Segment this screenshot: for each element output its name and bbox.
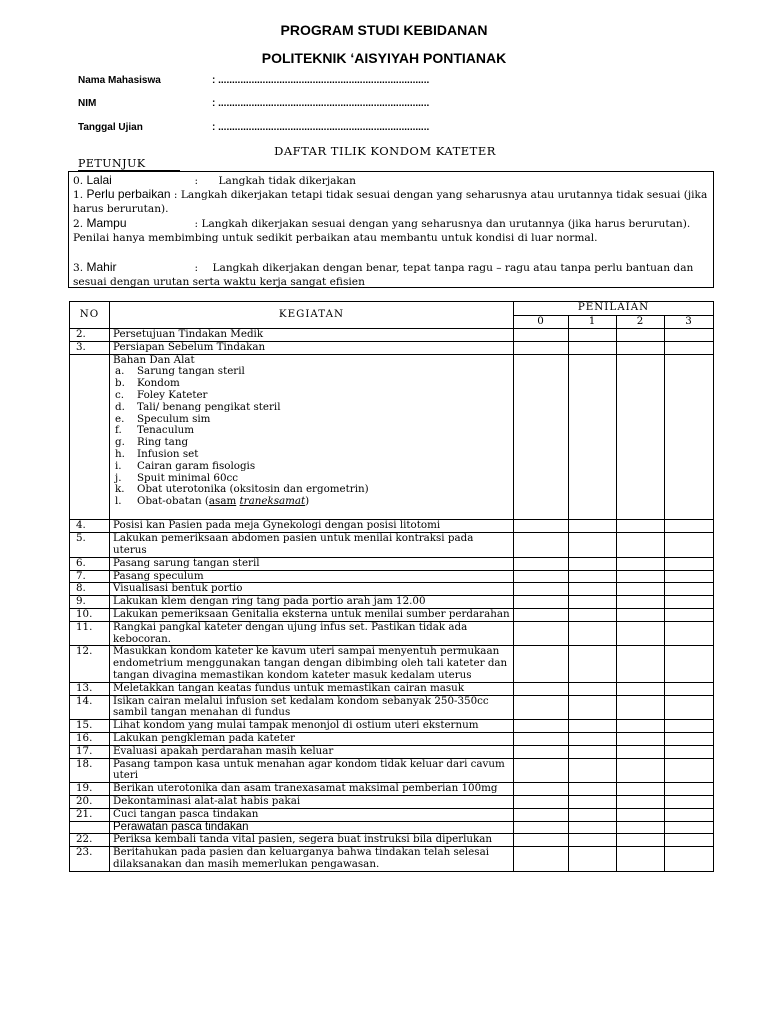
field-value: : ............................................................................	[212, 122, 430, 133]
row-kegiatan: Cuci tangan pasca tindakan	[110, 808, 514, 821]
score-cell[interactable]	[665, 520, 714, 533]
instruction-2	[73, 216, 713, 245]
score-cell[interactable]	[569, 570, 617, 583]
row-number: 16.	[70, 733, 110, 746]
score-cell[interactable]	[514, 847, 569, 872]
document-title: DAFTAR TILIK KONDOM KATETER	[274, 144, 496, 158]
instruction-desc: Langkah dikerjakan dengan benar, tepat tanpa ragu – ragu atau tanpa perlu bantuan dan sesuai dengan urutan serta waktu kerja sangat efisien	[73, 262, 694, 288]
score-cell[interactable]	[569, 720, 617, 733]
score-cell[interactable]	[665, 733, 714, 746]
field-label: NIM	[78, 98, 97, 109]
score-cell[interactable]	[617, 834, 665, 847]
table-row	[70, 557, 714, 570]
score-cell[interactable]	[514, 557, 569, 570]
table-row	[70, 834, 714, 847]
table-row	[70, 609, 714, 622]
section-row	[70, 821, 714, 834]
score-cell[interactable]	[514, 354, 569, 520]
score-cell[interactable]	[514, 682, 569, 695]
score-cell[interactable]	[514, 695, 569, 720]
bahan-text: Tenaculum	[137, 424, 195, 437]
row-number: 4.	[70, 520, 110, 533]
table-row	[70, 533, 714, 558]
score-cell[interactable]	[569, 341, 617, 354]
field-label: Nama Mahasiswa	[78, 75, 161, 86]
row-number: 18.	[70, 758, 110, 783]
score-cell[interactable]	[617, 557, 665, 570]
field-value: : ............................................................................	[212, 75, 430, 86]
bahan-letter: e.	[115, 412, 125, 425]
score-cell[interactable]	[514, 795, 569, 808]
score-cell[interactable]	[665, 646, 714, 682]
score-cell[interactable]	[617, 695, 665, 720]
row-number: 23.	[70, 847, 110, 872]
bahan-letter: g.	[115, 436, 125, 449]
score-cell[interactable]	[617, 533, 665, 558]
score-cell[interactable]	[665, 783, 714, 796]
table-row	[70, 621, 714, 646]
score-cell[interactable]	[665, 758, 714, 783]
score-cell[interactable]	[665, 570, 714, 583]
row-kegiatan: Isikan cairan melalui infusion set kedalam kondom sebanyak 250-350cc sambil tangan menahan di fundus	[110, 695, 514, 720]
score-cell[interactable]	[514, 520, 569, 533]
instruction-num: 2.	[73, 218, 84, 230]
score-cell[interactable]	[665, 682, 714, 695]
score-cell[interactable]	[665, 695, 714, 720]
score-cell[interactable]	[665, 557, 714, 570]
bahan-text: asam	[208, 495, 237, 508]
row-kegiatan: Lakukan pengkleman pada kateter	[110, 733, 514, 746]
row-number: 17.	[70, 745, 110, 758]
instruction-desc: Langkah dikerjakan sesuai dengan yang seharusnya dan urutannya (jika harus berurutan). Penilai hanya membimbing untuk sedikit perbaikan atau membantu untuk kondisi di luar normal.	[73, 218, 691, 244]
score-cell[interactable]	[569, 847, 617, 872]
instruction-0	[73, 173, 713, 188]
rows-post	[70, 834, 714, 871]
score-cell[interactable]	[569, 621, 617, 646]
score-cell[interactable]	[665, 609, 714, 622]
col-kegiatan-header: KEGIATAN	[110, 302, 514, 329]
field-nim[interactable]	[78, 98, 429, 109]
row-kegiatan: Pasang sarung tangan steril	[110, 557, 514, 570]
table-row	[70, 596, 714, 609]
score-cell[interactable]	[617, 583, 665, 596]
row-kegiatan: Lakukan pemeriksaan abdomen pasien untuk menilai kontraksi pada uterus	[110, 533, 514, 558]
score-cell[interactable]	[665, 329, 714, 342]
score-cell[interactable]	[569, 329, 617, 342]
table-row	[70, 847, 714, 872]
score-cell[interactable]	[514, 733, 569, 746]
table-row	[70, 646, 714, 682]
score-0-header: 0	[514, 316, 569, 329]
score-cell[interactable]	[617, 520, 665, 533]
bahan-letter: a.	[115, 365, 125, 378]
bahan-letter: d.	[115, 400, 125, 413]
score-cell[interactable]	[617, 609, 665, 622]
table-row	[70, 583, 714, 596]
row-number: 6.	[70, 557, 110, 570]
row-number: 20.	[70, 795, 110, 808]
score-cell[interactable]	[617, 821, 665, 834]
row-number: 2.	[70, 329, 110, 342]
row-kegiatan: Lihat kondom yang mulai tampak menonjol di ostium uteri eksternum	[110, 720, 514, 733]
score-cell[interactable]	[617, 570, 665, 583]
row-kegiatan: Pasang speculum	[110, 570, 514, 583]
score-cell[interactable]	[569, 583, 617, 596]
score-cell[interactable]	[514, 596, 569, 609]
score-1-header: 1	[569, 316, 617, 329]
institution-line-2: POLITEKNIK ‘AISYIYAH PONTIANAK	[261, 50, 507, 66]
bahan-letter: h.	[115, 447, 125, 460]
field-value: : ............................................................................	[212, 98, 430, 109]
score-cell[interactable]	[569, 783, 617, 796]
score-cell[interactable]	[617, 758, 665, 783]
table-row	[70, 520, 714, 533]
score-cell[interactable]	[617, 745, 665, 758]
row-kegiatan: Persiapan Sebelum Tindakan	[110, 341, 514, 354]
instruction-num: 3.	[73, 262, 84, 274]
rows-main	[70, 520, 714, 821]
table-row	[70, 733, 714, 746]
table-row	[70, 808, 714, 821]
score-cell[interactable]	[514, 533, 569, 558]
petunjuk-heading: PETUNJUK	[78, 157, 180, 171]
row-kegiatan: Evaluasi apakah perdarahan masih keluar	[110, 745, 514, 758]
score-cell[interactable]	[569, 682, 617, 695]
instruction-term: Perlu perbaikan	[86, 187, 171, 201]
score-cell[interactable]	[569, 695, 617, 720]
bahan-title: Bahan Dan Alat	[113, 353, 195, 366]
score-cell[interactable]	[569, 758, 617, 783]
table-row	[70, 695, 714, 720]
instruction-sep: :	[194, 175, 199, 187]
table-row	[70, 795, 714, 808]
score-cell[interactable]	[617, 646, 665, 682]
score-cell[interactable]	[665, 795, 714, 808]
score-cell[interactable]	[569, 795, 617, 808]
table-row	[70, 745, 714, 758]
bahan-text: Cairan garam fisologis	[137, 459, 256, 472]
score-cell[interactable]	[569, 520, 617, 533]
score-cell[interactable]	[569, 533, 617, 558]
bahan-text: Tali/ benang pengikat steril	[137, 400, 281, 413]
row-number: 10.	[70, 609, 110, 622]
score-cell[interactable]	[514, 646, 569, 682]
score-cell[interactable]	[569, 596, 617, 609]
score-cell[interactable]	[617, 783, 665, 796]
score-cell[interactable]	[665, 745, 714, 758]
score-cell[interactable]	[665, 821, 714, 834]
score-cell[interactable]	[514, 570, 569, 583]
score-cell[interactable]	[617, 847, 665, 872]
row-kegiatan: Visualisasi bentuk portio	[110, 583, 514, 596]
bahan-text: Foley Kateter	[137, 388, 208, 401]
score-cell[interactable]	[514, 720, 569, 733]
score-cell[interactable]	[569, 834, 617, 847]
bahan-text: Speculum sim	[137, 412, 211, 425]
score-cell[interactable]	[617, 354, 665, 520]
row-kegiatan: Berikan uterotonika dan asam tranexasamat maksimal pemberian 100mg	[110, 783, 514, 796]
row-kegiatan: Rangkai pangkal kateter dengan ujung infus set. Pastikan tidak ada kebocoran.	[110, 621, 514, 646]
table-row	[70, 758, 714, 783]
row-number: 14.	[70, 695, 110, 720]
bahan-text: Sarung tangan steril	[137, 365, 245, 378]
score-cell[interactable]	[514, 583, 569, 596]
row-number: 13.	[70, 682, 110, 695]
row-number: 5.	[70, 533, 110, 558]
instruction-sep: :	[173, 189, 178, 201]
bahan-text: Obat-obatan (	[137, 495, 209, 508]
field-tanggal-ujian[interactable]	[78, 122, 429, 133]
instruction-sep: :	[194, 262, 199, 274]
score-cell[interactable]	[665, 583, 714, 596]
row-kegiatan: Lakukan klem dengan ring tang pada portio arah jam 12.00	[110, 596, 514, 609]
score-cell[interactable]	[617, 720, 665, 733]
institution-line-1: PROGRAM STUDI KEBIDANAN	[280, 22, 488, 38]
instruction-term: Mampu	[86, 216, 127, 230]
table-row-bahan	[70, 354, 714, 508]
score-cell[interactable]	[569, 609, 617, 622]
score-cell[interactable]	[514, 621, 569, 646]
score-cell[interactable]	[665, 834, 714, 847]
instruction-sep: :	[194, 218, 199, 230]
score-cell[interactable]	[617, 329, 665, 342]
score-cell[interactable]	[617, 621, 665, 646]
table-row	[70, 682, 714, 695]
row-kegiatan: Masukkan kondom kateter ke kavum uteri sampai menyentuh permukaan endometrium menggunakan tangan dengan dibimbing oleh tali kateter dan tangan divagina memastikan kondom kateter masuk kedalam uterus	[110, 646, 514, 682]
instructions-box	[68, 171, 714, 288]
instruction-3	[73, 260, 713, 289]
instruction-1	[73, 187, 713, 216]
score-cell[interactable]	[514, 609, 569, 622]
bahan-letter: k.	[115, 483, 125, 496]
row-kegiatan: Lakukan pemeriksaan Genitalia eksterna untuk menilai sumber perdarahan	[110, 609, 514, 622]
score-cell[interactable]	[617, 795, 665, 808]
row-kegiatan: Pasang tampon kasa untuk menahan agar kondom tidak keluar dari cavum uteri	[110, 758, 514, 783]
score-cell[interactable]	[514, 745, 569, 758]
row-number: 15.	[70, 720, 110, 733]
score-cell[interactable]	[617, 596, 665, 609]
bahan-text: Infusion set	[137, 447, 199, 460]
bahan-text: Spuit minimal 60cc	[137, 471, 239, 484]
score-cell[interactable]	[514, 329, 569, 342]
row-kegiatan: Meletakkan tangan keatas fundus untuk memastikan cairan masuk	[110, 682, 514, 695]
row-number: 7.	[70, 570, 110, 583]
row-number: 21.	[70, 808, 110, 821]
score-cell[interactable]	[514, 821, 569, 834]
score-cell[interactable]	[665, 354, 714, 520]
score-cell[interactable]	[514, 808, 569, 821]
score-cell[interactable]	[514, 834, 569, 847]
bahan-letter: l.	[115, 495, 122, 508]
score-cell[interactable]	[665, 720, 714, 733]
row-kegiatan: Periksa kembali tanda vital pasien, segera buat instruksi bila diperlukan	[110, 834, 514, 847]
instruction-num: 1.	[73, 189, 84, 201]
score-cell[interactable]	[569, 808, 617, 821]
table-row	[70, 720, 714, 733]
bahan-letter: f.	[115, 424, 122, 437]
row-number	[70, 821, 110, 834]
section-post-title: Perawatan pasca tindakan	[110, 821, 514, 834]
col-penilaian-header: PENILAIAN	[514, 302, 714, 316]
bahan-text: Kondom	[137, 377, 180, 390]
row-number: 19.	[70, 783, 110, 796]
spacer-cell	[110, 508, 514, 520]
bahan-list	[110, 354, 514, 508]
bahan-text: traneksamat	[239, 495, 306, 508]
row-number: 9.	[70, 596, 110, 609]
score-cell[interactable]	[569, 821, 617, 834]
row-kegiatan: Beritahukan pada pasien dan keluarganya bahwa tindakan telah selesai dilaksanakan dan masih memerlukan pengawasan.	[110, 847, 514, 872]
score-cell[interactable]	[617, 341, 665, 354]
score-cell[interactable]	[514, 758, 569, 783]
bahan-letter: c.	[115, 388, 125, 401]
field-nama-mahasiswa[interactable]	[78, 75, 429, 86]
row-number: 8.	[70, 583, 110, 596]
table-row	[70, 783, 714, 796]
score-cell[interactable]	[665, 847, 714, 872]
bahan-letter: j.	[115, 471, 122, 484]
score-cell[interactable]	[665, 533, 714, 558]
row-kegiatan: Persetujuan Tindakan Medik	[110, 329, 514, 342]
field-label: Tanggal Ujian	[78, 122, 143, 133]
row-number: 3.	[70, 341, 110, 354]
instruction-num: 0.	[73, 175, 84, 187]
row-number	[70, 354, 110, 520]
score-cell[interactable]	[514, 341, 569, 354]
instruction-desc: Langkah dikerjakan tetapi tidak sesuai dengan yang seharusnya atau urutannya tidak sesuai (jika harus berurutan).	[73, 189, 708, 215]
score-cell[interactable]	[617, 808, 665, 821]
checklist-table	[69, 301, 714, 872]
table-row	[70, 570, 714, 583]
col-no-header: NO	[70, 302, 110, 329]
score-cell[interactable]	[617, 682, 665, 695]
row-number: 12.	[70, 646, 110, 682]
bahan-text: Ring tang	[137, 436, 189, 449]
score-cell[interactable]	[569, 354, 617, 520]
score-cell[interactable]	[569, 557, 617, 570]
score-2-header: 2	[617, 316, 665, 329]
bahan-item-last	[113, 496, 510, 508]
bahan-items	[113, 366, 510, 496]
instruction-term: Mahir	[86, 260, 117, 274]
score-cell[interactable]	[514, 783, 569, 796]
score-cell[interactable]	[569, 646, 617, 682]
score-cell[interactable]	[665, 596, 714, 609]
bahan-text: Obat uterotonika (oksitosin dan ergometrin)	[137, 483, 369, 496]
table-row	[70, 329, 714, 342]
bahan-letter: b.	[115, 377, 125, 390]
bahan-text: )	[305, 495, 310, 508]
row-kegiatan: Posisi kan Pasien pada meja Gynekologi dengan posisi litotomi	[110, 520, 514, 533]
table-row	[70, 341, 714, 354]
instruction-term: Lalai	[86, 173, 112, 187]
row-kegiatan: Dekontaminasi alat-alat habis pakai	[110, 795, 514, 808]
instruction-desc: Langkah tidak dikerjakan	[218, 175, 356, 187]
score-cell[interactable]	[569, 733, 617, 746]
score-cell[interactable]	[665, 341, 714, 354]
row-number: 11.	[70, 621, 110, 646]
score-cell[interactable]	[665, 621, 714, 646]
row-number: 22.	[70, 834, 110, 847]
bahan-letter: i.	[115, 459, 122, 472]
score-cell[interactable]	[617, 733, 665, 746]
score-cell[interactable]	[569, 745, 617, 758]
score-3-header: 3	[665, 316, 714, 329]
score-cell[interactable]	[665, 808, 714, 821]
